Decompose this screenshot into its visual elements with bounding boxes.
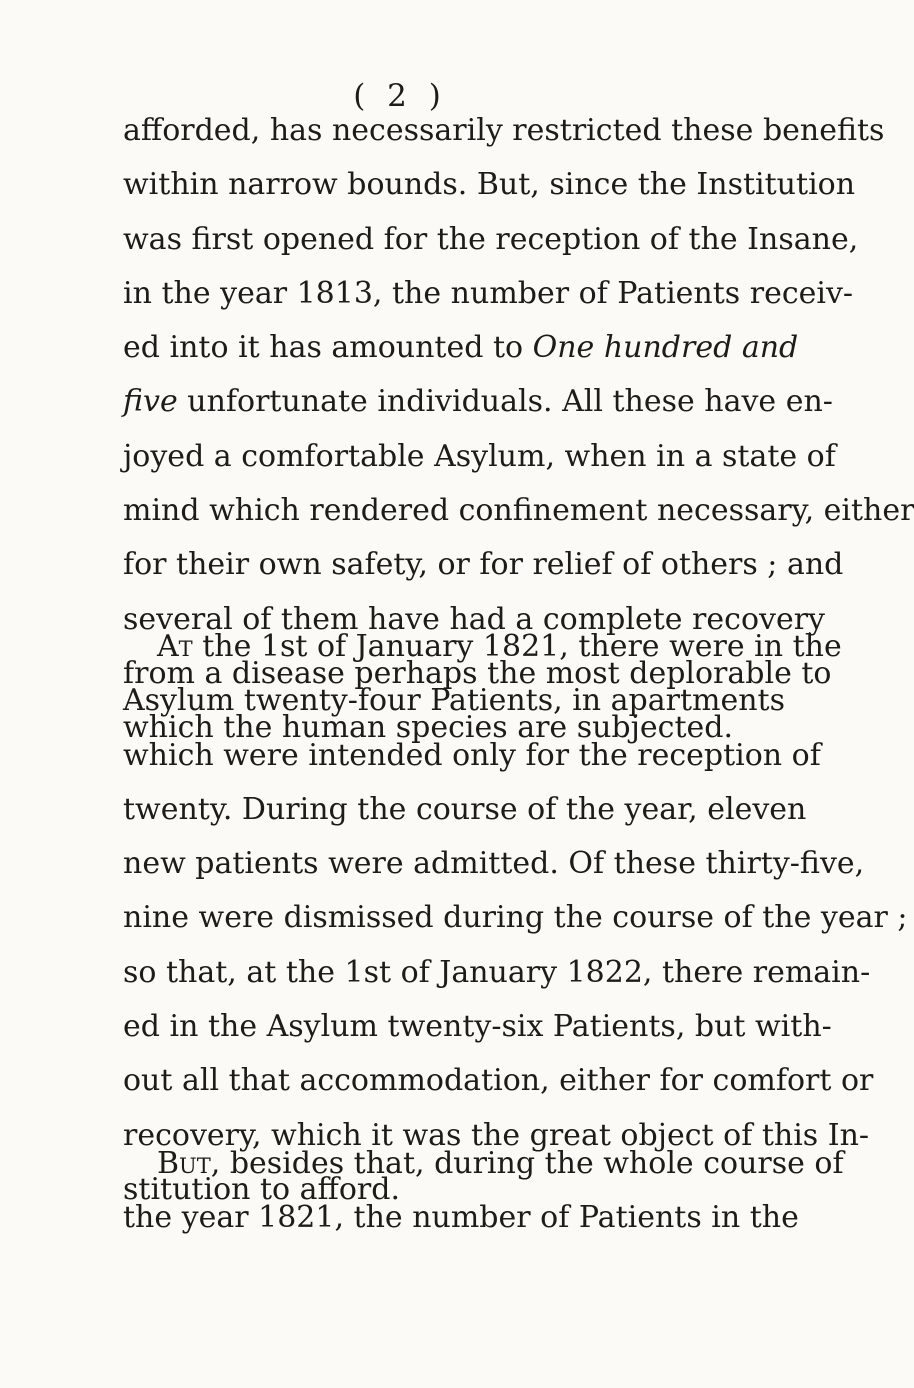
text-line: for their own safety, or for relief of others ; and [123,547,844,583]
page-number-header: ( 2 ) [353,78,447,114]
text-line: so that, at the 1st of January 1822, there remain- [123,954,871,990]
text-line: new patients were admitted. Of these thirty-five, [123,846,865,882]
text-line: several of them have had a complete recovery [123,601,825,637]
small-caps-lead: At [157,629,193,664]
paragraph-3 [123,1137,844,1246]
text-line: nine were dismissed during the course of the year ; [123,900,908,936]
text-line: which the human species are subjected. [123,710,734,746]
text-line: within narrow bounds. But, since the Institution [123,167,856,203]
text-run: unfortunate individuals. All these have en- [177,384,833,420]
text-line: in the year 1813, the number of Patients receiv- [123,275,854,311]
text-run: the 1st of January 1821, there were in the [192,629,842,664]
text-line: joyed a comfortable Asylum, when in a state of [123,438,836,474]
text-line: was first opened for the reception of the Insane, [123,221,859,257]
text-line [123,375,833,429]
text-line: out all that accommodation, either for comfort or [123,1063,874,1099]
text-line: stitution to afford. [123,1171,400,1207]
text-line: which were intended only for the reception of [123,737,821,773]
paragraph-2 [123,620,908,1217]
text-run: ed into it has amounted to [123,330,533,366]
text-line: twenty. During the course of the year, eleven [123,791,807,827]
emphasized-text: One hundred and [532,330,799,366]
text-line: afforded, has necessarily restricted these benefits [123,113,885,148]
small-caps-lead: But [157,1146,211,1181]
text-line [123,321,799,375]
text-run: , besides that, during the whole course of [210,1146,844,1181]
text-line: recovery, which it was the great object of this In- [123,1117,870,1153]
text-line: ed in the Asylum twenty-six Patients, but with- [123,1009,832,1045]
text-line: Asylum twenty-four Patients, in apartments [123,683,785,719]
emphasized-text: five [123,384,178,420]
text-line: from a disease perhaps the most deplorable to [123,655,832,691]
text-line: mind which rendered confinement necessary, either [123,493,914,529]
text-line: the year 1821, the number of Patients in the [123,1200,799,1236]
text-line [123,1137,844,1191]
